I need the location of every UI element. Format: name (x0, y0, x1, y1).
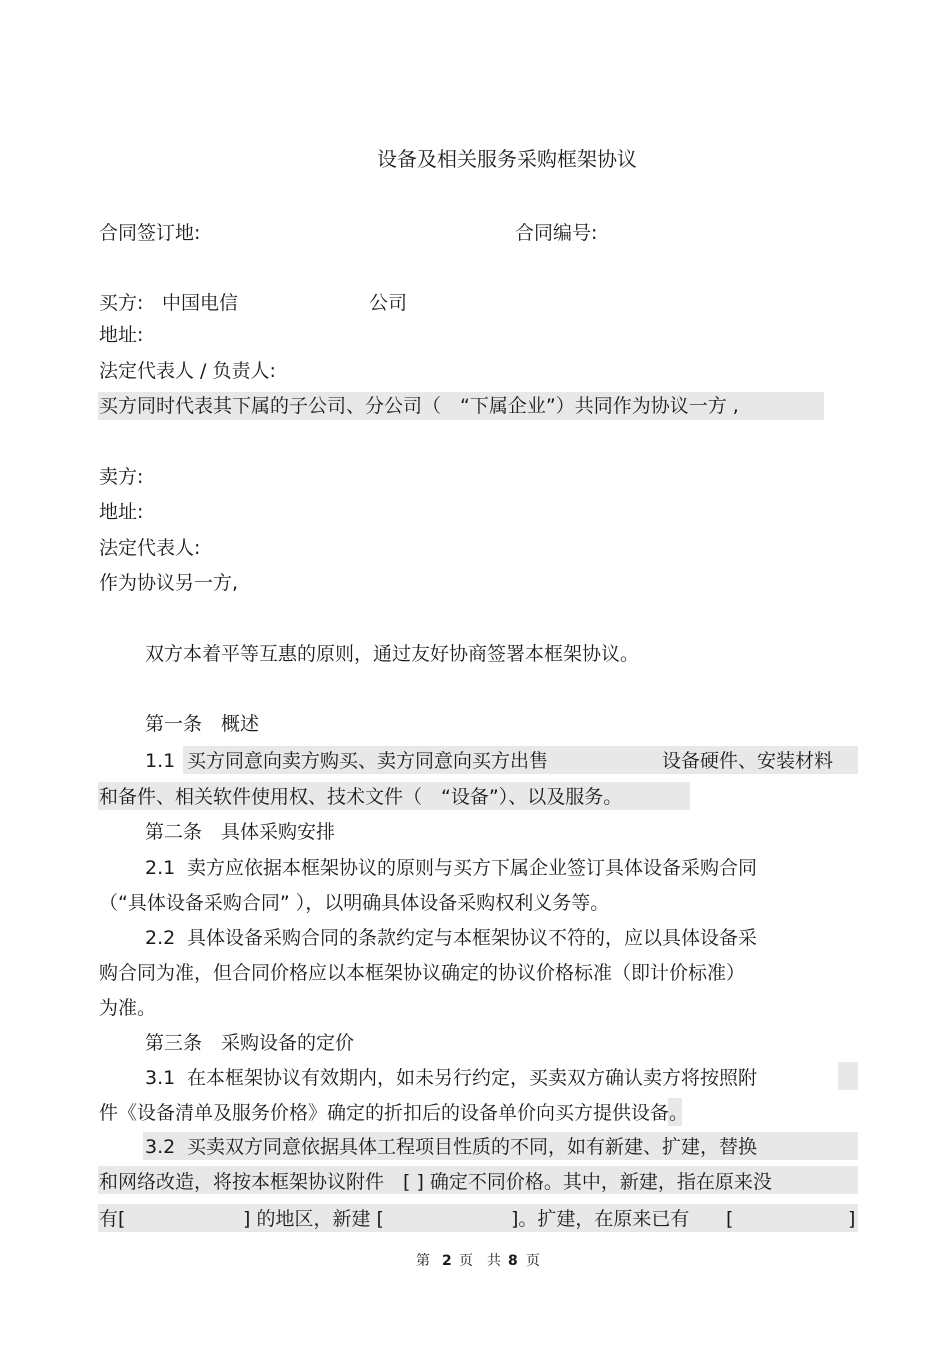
buyer-legal-rep-label: 法定代表人 / 负责人: (99, 360, 276, 382)
clause-3-2-number: 3.2 (145, 1136, 176, 1158)
buyer-represent-line (0, 393, 950, 419)
header-line (0, 220, 950, 246)
clause-2-2-text-c: 为准。 (99, 997, 157, 1019)
clause-2-1-line1 (0, 855, 950, 881)
article-3-title-line (0, 1030, 950, 1056)
seller-party-line (0, 570, 950, 596)
seller-name-line (0, 464, 950, 490)
clause-3-1-number: 3.1 (145, 1067, 176, 1089)
buyer-label: 买方: (99, 292, 144, 314)
article-2-title: 第二条 具体采购安排 (145, 821, 336, 843)
buyer-legal-rep-line (0, 358, 950, 384)
article-2-title-line (0, 819, 950, 845)
page-footer (0, 1248, 950, 1274)
seller-legal-rep-label: 法定代表人: (99, 537, 201, 559)
footer-prefix: 第 (416, 1253, 430, 1269)
clause-2-2-line1 (0, 925, 950, 951)
clause-3-2-text-b: 和网络改造，将按本框架协议附件 [ ] 确定不同价格。其中，新建，指在原来没 (99, 1171, 772, 1193)
contract-no-label: 合同编号: (515, 222, 598, 244)
clause-2-2-line2 (0, 960, 950, 986)
clause-3-1-line2 (0, 1100, 950, 1126)
article-1-title-line (0, 711, 950, 737)
clause-3-2-text-g: ] (848, 1208, 856, 1230)
article-3-title: 第三条 采购设备的定价 (145, 1032, 355, 1054)
seller-address-line (0, 499, 950, 525)
clause-3-1-line1 (0, 1065, 950, 1091)
seller-label: 卖方: (99, 466, 144, 488)
clause-2-2-line3 (0, 995, 950, 1021)
clause-3-2-line3 (0, 1206, 950, 1232)
buyer-name-suffix: 公司 (369, 292, 408, 314)
clause-2-1-text-b: （“具体设备采购合同” ），以明确具体设备采购权利义务等。 (99, 892, 610, 914)
footer-mid: 页 共 (459, 1253, 501, 1269)
preamble-line (0, 641, 950, 667)
seller-legal-rep-line (0, 535, 950, 561)
buyer-name: 中国电信 (162, 292, 239, 314)
clause-2-2-text-a: 具体设备采购合同的条款约定与本框架协议不符的，应以具体设备采 (187, 927, 758, 949)
clause-3-2-text-e: ]。扩建，在原来已有 (511, 1208, 690, 1230)
buyer-address-line (0, 322, 950, 348)
clause-3-2-text-d: ] 的地区，新建 [ (243, 1208, 384, 1230)
clause-3-1-text-a: 在本框架协议有效期内，如未另行约定，买卖双方确认卖方将按照附 (187, 1067, 758, 1089)
clause-1-1-line1 (0, 748, 950, 774)
clause-2-1-line2 (0, 890, 950, 916)
seller-party-note: 作为协议另一方, (99, 572, 239, 594)
clause-3-1-text-b: 件《设备清单及服务价格》确定的折扣后的设备单价向买方提供设备。 (99, 1102, 689, 1124)
clause-3-2-text-c: 有[ (99, 1208, 126, 1230)
clause-2-1-text-a: 卖方应依据本框架协议的原则与买方下属企业签订具体设备采购合同 (187, 857, 758, 879)
footer-total-pages: 8 (508, 1253, 518, 1269)
clause-2-1-number: 2.1 (145, 857, 176, 879)
clause-1-1-text-c: 和备件、相关软件使用权、技术文件（ “设备”）、以及服务。 (99, 786, 623, 808)
clause-2-2-number: 2.2 (145, 927, 176, 949)
buyer-name-line (0, 290, 950, 316)
clause-1-1-text-b: 设备硬件、安装材料 (662, 750, 834, 772)
clause-1-1-line2 (0, 784, 950, 810)
footer-page-number: 2 (442, 1253, 452, 1269)
sign-place-label: 合同签订地: (99, 222, 201, 244)
clause-3-2-text-f: [ (726, 1208, 734, 1230)
clause-3-2-line1 (0, 1134, 950, 1160)
buyer-address-label: 地址: (99, 324, 144, 346)
document-title-line (0, 146, 950, 172)
footer-suffix: 页 (526, 1253, 540, 1269)
article-1-title: 第一条 概述 (145, 713, 260, 735)
clause-3-2-line2 (0, 1169, 950, 1195)
seller-address-label: 地址: (99, 501, 144, 523)
clause-1-1-text-a: 买方同意向卖方购买、卖方同意向买方出售 (187, 750, 549, 772)
clause-3-2-text-a: 买卖双方同意依据具体工程项目性质的不同，如有新建、扩建，替换 (187, 1136, 758, 1158)
buyer-represent-note: 买方同时代表其下属的子公司、分公司（ “下属企业”）共同作为协议一方 , (99, 395, 739, 417)
clause-1-1-number: 1.1 (145, 750, 176, 772)
preamble-text: 双方本着平等互惠的原则，通过友好协商签署本框架协议。 (145, 643, 640, 665)
clause-2-2-text-b: 购合同为准，但合同价格应以本框架协议确定的协议价格标准（即计价标准） (99, 962, 746, 984)
document-title: 设备及相关服务采购框架协议 (377, 147, 637, 171)
